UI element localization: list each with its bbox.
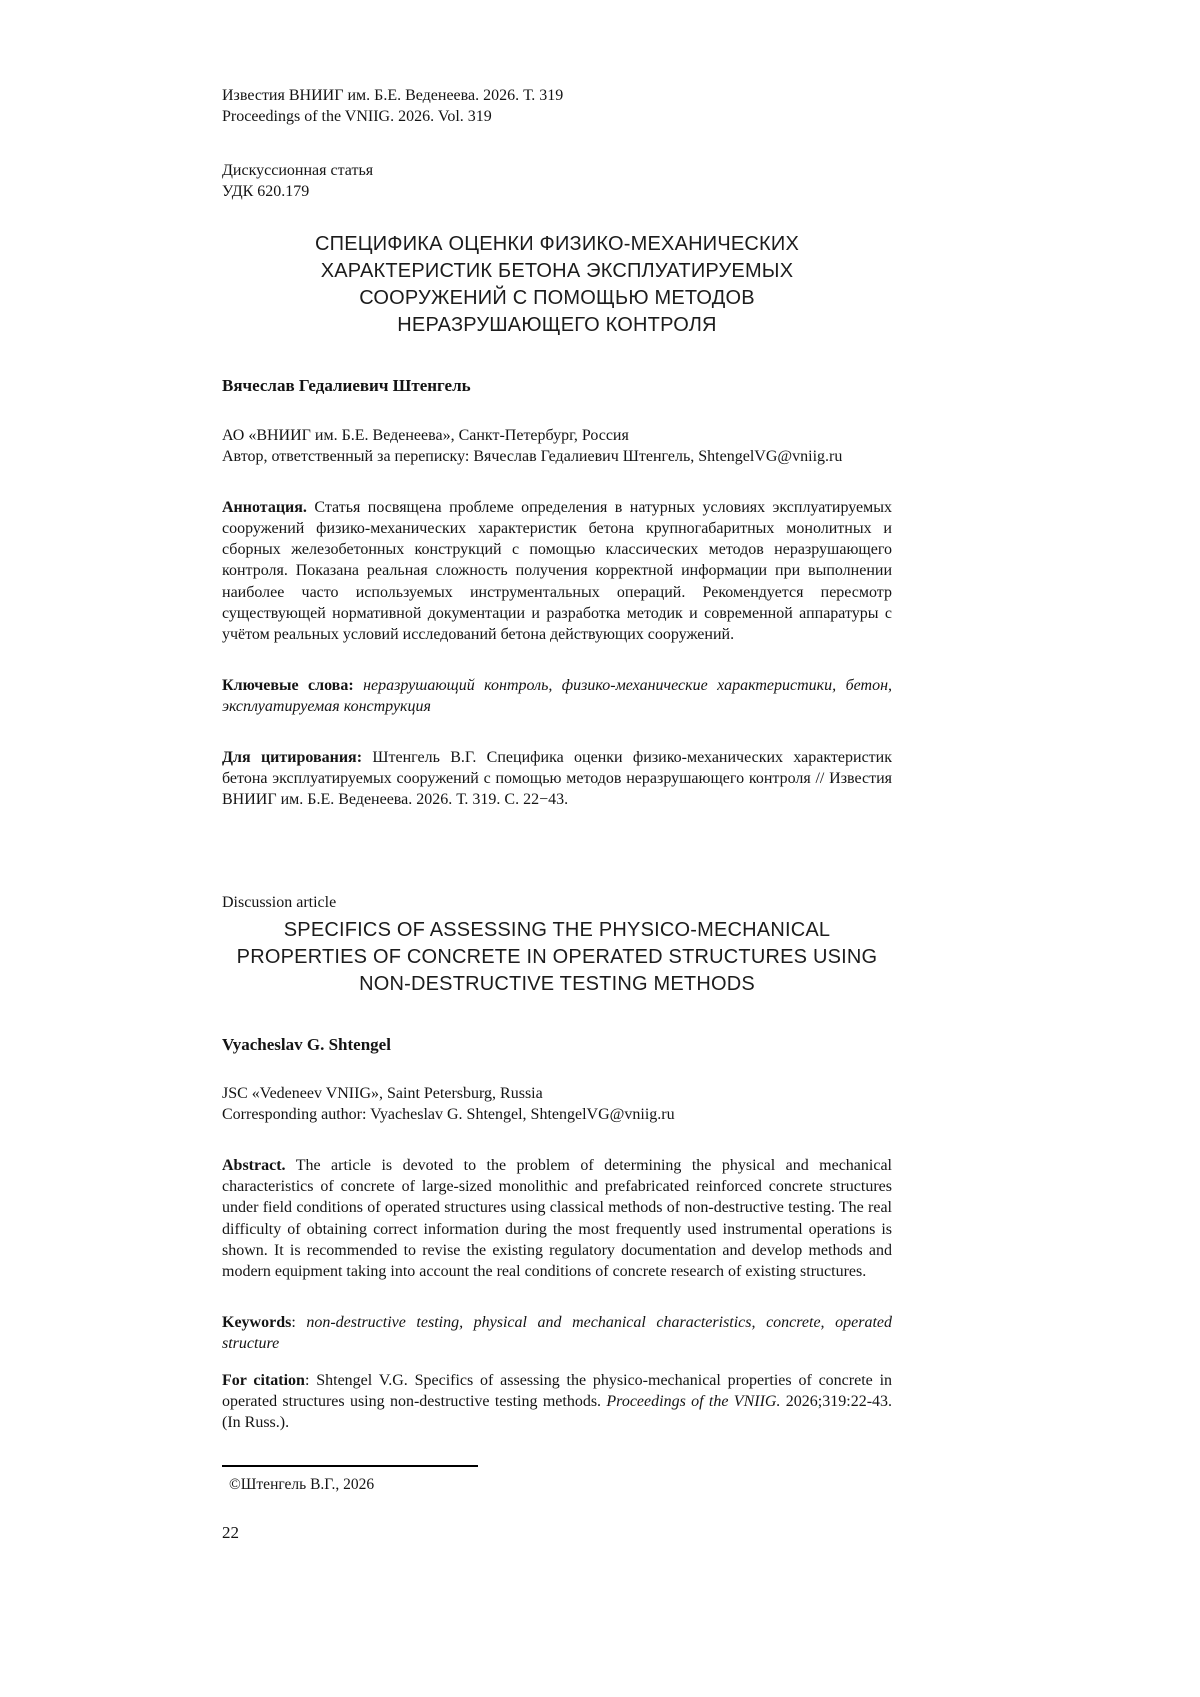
citation-text-ru: Штенгель В.Г. Специфика оценки физико-механических характеристик бетона эксплуатируемых сооружений с помощью методов неразрушающего контроля // Известия ВНИИГ им. Б.Е. Веденеева. 2026. Т. 319. С. 22−43. [222,749,892,809]
abstract-text-ru: Статья посвящена проблеме определения в натурных условиях эксплуатируемых сооружений физико-механических характеристик бетона крупногабаритных монолитных и сборных железобетонных конструкций с помощью классических методов неразрушающего контроля. Показана реальная сложность получения корректной информации при выполнении наиболее часто используемых инструментальных операций. Рекомендуется пересмотр существующей нормативной документации и разработка методик и современной аппаратуры с учётом реальных условий исследований бетона действующих сооружений. [222,499,893,643]
keywords-text-en: non-destructive testing, physical and mechanical characteristics, concrete, operated structure [222,1313,892,1352]
abstract-label-en: Abstract. [222,1157,286,1175]
citation-journal-en: Proceedings of the VNIIG. [606,1393,781,1411]
journal-title-ru: Известия ВНИИГ им. Б.Е. Веденеева. 2026. Т. 319 [222,87,564,104]
article-type-block-ru [222,160,892,202]
article-type-ru: Дискуссионная статья [222,162,374,180]
keywords-text-ru: неразрушающий контроль, физико-механические характеристики, бетон, эксплуатируемая конструкция [222,676,892,715]
affiliation-en: JSC «Vedeneev VNIIG», Saint Petersburg, Russia [222,1084,543,1102]
keywords-label-en: Keywords [222,1313,292,1331]
author-name-ru: Вячеслав Гедалиевич Штенгель [222,376,471,396]
correspondence-en: Corresponding author: Vyacheslav G. Shtengel, ShtengelVG@vniig.ru [222,1106,675,1124]
keywords-ru [222,675,892,717]
keywords-en [222,1312,892,1354]
citation-en [222,1370,892,1433]
page-number: 22 [222,1522,239,1542]
journal-title-en: Proceedings of the VNIIG. 2026. Vol. 319 [222,108,492,126]
affiliation-block-ru [222,425,892,467]
citation-text-en-pre: Shtengel V.G. Specifics of assessing the physico-mechanical properties of concrete in operated structures using non-destructive testing methods. [222,1372,893,1411]
citation-separator-en: : [304,1372,317,1390]
abstract-ru [222,497,892,645]
author-name-en: Vyacheslav G. Shtengel [222,1034,391,1054]
udc-number: УДК 620.179 [222,183,310,201]
affiliation-ru: АО «ВНИИГ им. Б.Е. Веденеева», Санкт-Петербург, Россия [222,426,629,444]
affiliation-block-en [222,1083,892,1125]
copyright-notice: ©Штенгель В.Г., 2026 [229,1476,375,1494]
abstract-en [222,1155,892,1282]
journal-header [222,85,892,127]
english-section [222,892,892,1433]
keywords-label-ru: Ключевые слова: [222,676,354,694]
keywords-separator-en: : [291,1313,307,1331]
article-type-en: Discussion article [222,894,337,912]
article-title-en: SPECIFICS OF ASSESSING THE PHYSICO-MECHANICAL PROPERTIES OF CONCRETE IN OPERATED STRUCTURES USING NON-DESTRUCTIVE TESTING METHODS [236,918,878,995]
citation-text-en-post: 2026;319:22-43. (In Russ.). [222,1393,893,1432]
correspondence-ru: Автор, ответственный за переписку: Вячеслав Гедалиевич Штенгель, ShtengelVG@vniig.ru [222,447,843,465]
article-title-ru: СПЕЦИФИКА ОЦЕНКИ ФИЗИКО-МЕХАНИЧЕСКИХ ХАРАКТЕРИСТИК БЕТОНА ЭКСПЛУАТИРУЕМЫХ СООРУЖЕНИЙ С ПОМОЩЬЮ МЕТОДОВ НЕРАЗРУШАЮЩЕГО КОНТРОЛЯ [314,233,800,337]
article-first-page [222,85,892,1544]
citation-ru [222,747,892,810]
citation-label-ru: Для цитирования: [222,749,363,767]
citation-label-en: For citation [222,1372,305,1390]
abstract-label-ru: Аннотация. [222,499,307,517]
copyright-divider [222,1465,478,1467]
abstract-text-en: The article is devoted to the problem of determining the physical and mechanical characteristics of concrete of large-sized monolithic and prefabricated reinforced concrete structures under field conditions of operated structures using classical methods of non-destructive testing. The real difficulty of obtaining correct information during the most frequently used instrumental operations is shown. It is recommended to revise the existing regulatory documentation and develop methods and modern equipment taking into account the real conditions of concrete research of existing structures. [222,1157,892,1280]
